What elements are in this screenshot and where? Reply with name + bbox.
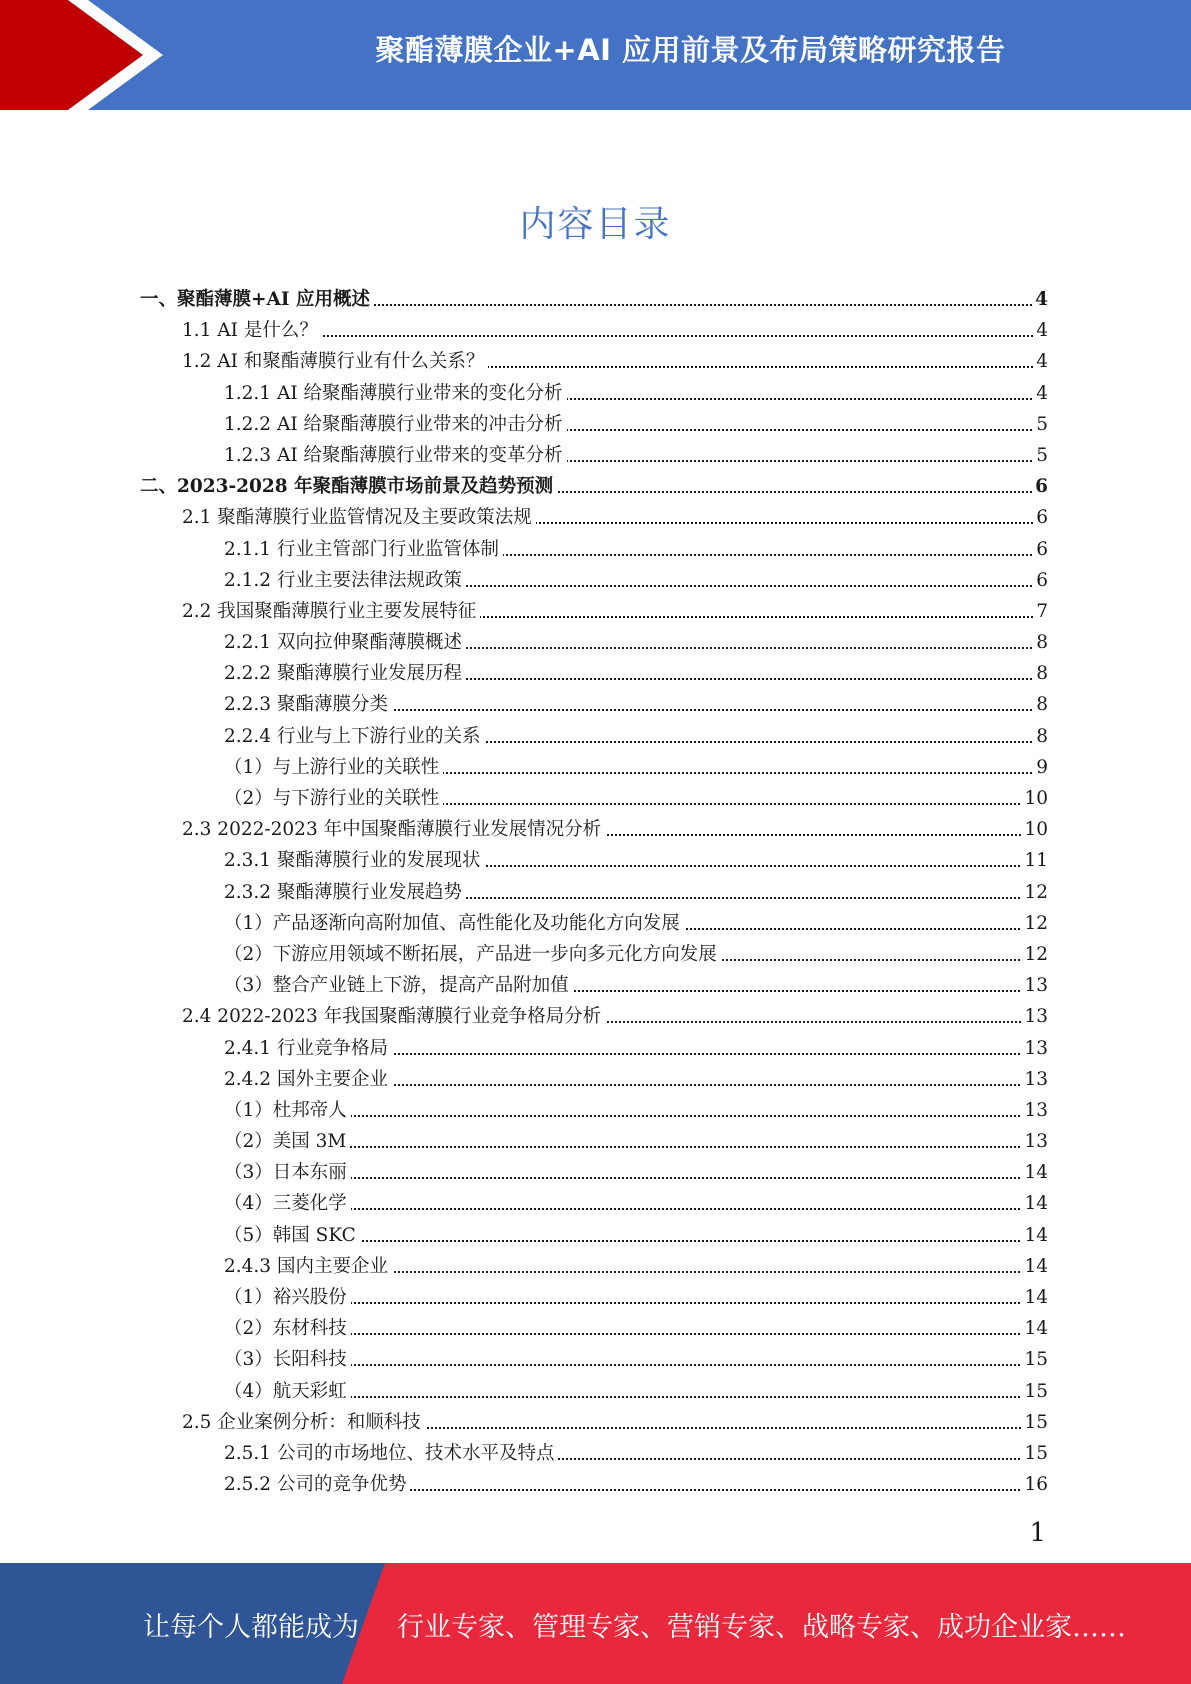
toc-entry[interactable] [140,378,1048,409]
toc-entry[interactable] [140,1407,1048,1438]
toc-entry-title: 1.2.2 AI 给聚酯薄膜行业带来的冲击分析 [224,409,567,440]
toc-entry-title: （2）与下游行业的关联性 [224,783,443,814]
toc-entry-page: 14 [1022,1157,1048,1188]
toc-leader-dots [234,1302,1036,1304]
toc-entry[interactable] [140,409,1048,440]
toc-entry[interactable] [140,1157,1048,1188]
report-title: 聚酯薄膜企业+AI 应用前景及布局策略研究报告 [375,33,1006,67]
toc-entry-title: 2.4 2022-2023 年我国聚酯薄膜行业竞争格局分析 [182,1001,605,1032]
toc-entry[interactable] [140,939,1048,970]
toc-entry-page: 14 [1022,1282,1048,1313]
toc-entry[interactable] [140,1438,1048,1469]
toc-entry-title: （2）下游应用领域不断拓展，产品进一步向多元化方向发展 [224,939,721,970]
toc-entry[interactable] [140,284,1048,315]
toc-entry-page: 6 [1033,471,1048,502]
toc-entry-page: 14 [1022,1313,1048,1344]
toc-entry-title: 2.3.1 聚酯薄膜行业的发展现状 [224,845,484,876]
toc-entry-title: （3）整合产业链上下游，提高产品附加值 [224,970,573,1001]
toc-entry[interactable] [140,845,1048,876]
toc-entry-page: 5 [1034,440,1048,471]
toc-entry[interactable] [140,1469,1048,1500]
toc-entry-page: 9 [1034,752,1048,783]
toc-entry[interactable] [140,534,1048,565]
toc-entry[interactable] [140,471,1048,502]
toc-entry-title: 一、聚酯薄膜+AI 应用概述 [140,284,374,315]
toc-entry[interactable] [140,1188,1048,1219]
toc-entry-page: 4 [1034,315,1048,346]
toc-entry-title: （1）杜邦帝人 [224,1095,351,1126]
toc-entry-title: 2.2.3 聚酯薄膜分类 [224,689,392,720]
toc-entry-title: 2.2.2 聚酯薄膜行业发展历程 [224,658,466,689]
toc-entry-page: 7 [1034,596,1048,627]
toc-entry-page: 10 [1022,814,1048,845]
toc-entry[interactable] [140,877,1048,908]
toc-entry-page: 8 [1034,658,1048,689]
toc-entry-page: 14 [1022,1188,1048,1219]
page-footer [0,1563,1191,1684]
toc-entry[interactable] [140,689,1048,720]
toc-entry[interactable] [140,1095,1048,1126]
toc-leader-dots [234,1208,1036,1210]
toc-entry[interactable] [140,1344,1048,1375]
toc-entry-page: 16 [1022,1469,1048,1500]
toc-entry-title: 2.1 聚酯薄膜行业监管情况及主要政策法规 [182,502,536,533]
toc-heading: 内容目录 [519,204,672,245]
toc-entry-page: 6 [1034,502,1048,533]
toc-entry[interactable] [140,1064,1048,1095]
toc-leader-dots [234,1146,1036,1148]
table-of-contents [140,284,1048,1500]
toc-entry-page: 13 [1022,1033,1048,1064]
toc-entry-title: （1）产品逐渐向高附加值、高性能化及功能化方向发展 [224,908,684,939]
toc-entry[interactable] [140,346,1048,377]
toc-entry[interactable] [140,1376,1048,1407]
toc-entry[interactable] [140,565,1048,596]
toc-entry-page: 15 [1022,1438,1048,1469]
toc-entry-page: 5 [1034,409,1048,440]
toc-entry-title: （4）三菱化学 [224,1188,351,1219]
toc-entry-page: 12 [1022,877,1048,908]
toc-entry[interactable] [140,783,1048,814]
toc-entry[interactable] [140,1220,1048,1251]
toc-entry[interactable] [140,658,1048,689]
toc-entry-page: 12 [1022,939,1048,970]
toc-entry-page: 15 [1022,1344,1048,1375]
toc-entry-page: 4 [1033,284,1048,315]
toc-entry-page: 13 [1022,1095,1048,1126]
toc-entry[interactable] [140,1033,1048,1064]
toc-leader-dots [234,1333,1036,1335]
toc-leader-dots [234,1177,1036,1179]
toc-entry-title: （4）航天彩虹 [224,1376,351,1407]
toc-entry-page: 6 [1034,534,1048,565]
toc-entry-title: （1）裕兴股份 [224,1282,351,1313]
toc-entry[interactable] [140,1001,1048,1032]
toc-entry-page: 8 [1034,627,1048,658]
toc-entry-title: （3）长阳科技 [224,1344,351,1375]
toc-entry[interactable] [140,1282,1048,1313]
toc-entry-title: （2）美国 3M [224,1126,350,1157]
toc-entry[interactable] [140,502,1048,533]
toc-entry-page: 4 [1034,346,1048,377]
toc-entry-title: 2.5.1 公司的市场地位、技术水平及特点 [224,1438,558,1469]
toc-entry[interactable] [140,596,1048,627]
toc-entry[interactable] [140,1126,1048,1157]
toc-entry-title: （1）与上游行业的关联性 [224,752,443,783]
toc-entry-page: 15 [1022,1407,1048,1438]
toc-entry-title: 2.1.2 行业主要法律法规政策 [224,565,466,596]
toc-entry-title: 2.3.2 聚酯薄膜行业发展趋势 [224,877,466,908]
toc-leader-dots [234,1396,1036,1398]
toc-entry-title: 2.2 我国聚酯薄膜行业主要发展特征 [182,596,480,627]
toc-entry[interactable] [140,908,1048,939]
toc-entry-page: 12 [1022,908,1048,939]
toc-entry-page: 15 [1022,1376,1048,1407]
toc-entry[interactable] [140,627,1048,658]
toc-entry-page: 6 [1034,565,1048,596]
toc-entry[interactable] [140,814,1048,845]
toc-leader-dots [234,1364,1036,1366]
toc-entry-page: 13 [1022,1001,1048,1032]
toc-entry-title: 2.2.1 双向拉伸聚酯薄膜概述 [224,627,466,658]
toc-entry-page: 13 [1022,970,1048,1001]
page-header [0,0,1191,110]
toc-entry-title: （5）韩国 SKC [224,1220,360,1251]
toc-entry-title: 二、2023-2028 年聚酯薄膜市场前景及趋势预测 [140,471,557,502]
toc-entry-page: 8 [1034,721,1048,752]
toc-entry-page: 14 [1022,1251,1048,1282]
toc-entry-title: 1.2.1 AI 给聚酯薄膜行业带来的变化分析 [224,378,567,409]
toc-entry[interactable] [140,970,1048,1001]
toc-entry-page: 14 [1022,1220,1048,1251]
toc-entry-title: 2.2.4 行业与上下游行业的关系 [224,721,484,752]
toc-entry[interactable] [140,721,1048,752]
toc-entry-title: 2.1.1 行业主管部门行业监管体制 [224,534,503,565]
toc-entry-title: 1.2.3 AI 给聚酯薄膜行业带来的变革分析 [224,440,567,471]
toc-entry-page: 8 [1034,689,1048,720]
toc-entry-title: 2.5 企业案例分析：和顺科技 [182,1407,425,1438]
toc-leader-dots [234,1115,1036,1117]
toc-entry-page: 10 [1022,783,1048,814]
toc-entry-title: 2.3 2022-2023 年中国聚酯薄膜行业发展情况分析 [182,814,605,845]
toc-entry-title: （2）东材科技 [224,1313,351,1344]
toc-entry-title: 1.2 AI 和聚酯薄膜行业有什么关系？ [182,346,488,377]
toc-entry-page: 13 [1022,1064,1048,1095]
toc-entry[interactable] [140,440,1048,471]
toc-entry-page: 11 [1022,845,1048,876]
footer-experts: 行业专家、管理专家、营销专家、战略专家、成功企业家…… [397,1612,1126,1643]
toc-entry-title: 1.1 AI 是什么？ [182,315,322,346]
toc-entry-title: 2.5.2 公司的竞争优势 [224,1469,410,1500]
toc-entry[interactable] [140,1313,1048,1344]
toc-entry-title: （3）日本东丽 [224,1157,351,1188]
toc-entry-title: 2.4.1 行业竞争格局 [224,1033,392,1064]
toc-entry-title: 2.4.3 国内主要企业 [224,1251,392,1282]
toc-entry-page: 13 [1022,1126,1048,1157]
toc-entry-title: 2.4.2 国外主要企业 [224,1064,392,1095]
toc-entry[interactable] [140,315,1048,346]
toc-entry[interactable] [140,1251,1048,1282]
toc-entry-page: 4 [1034,378,1048,409]
toc-entry[interactable] [140,752,1048,783]
page-number: 1 [1029,1518,1046,1548]
footer-slogan: 让每个人都能成为 [143,1612,359,1643]
